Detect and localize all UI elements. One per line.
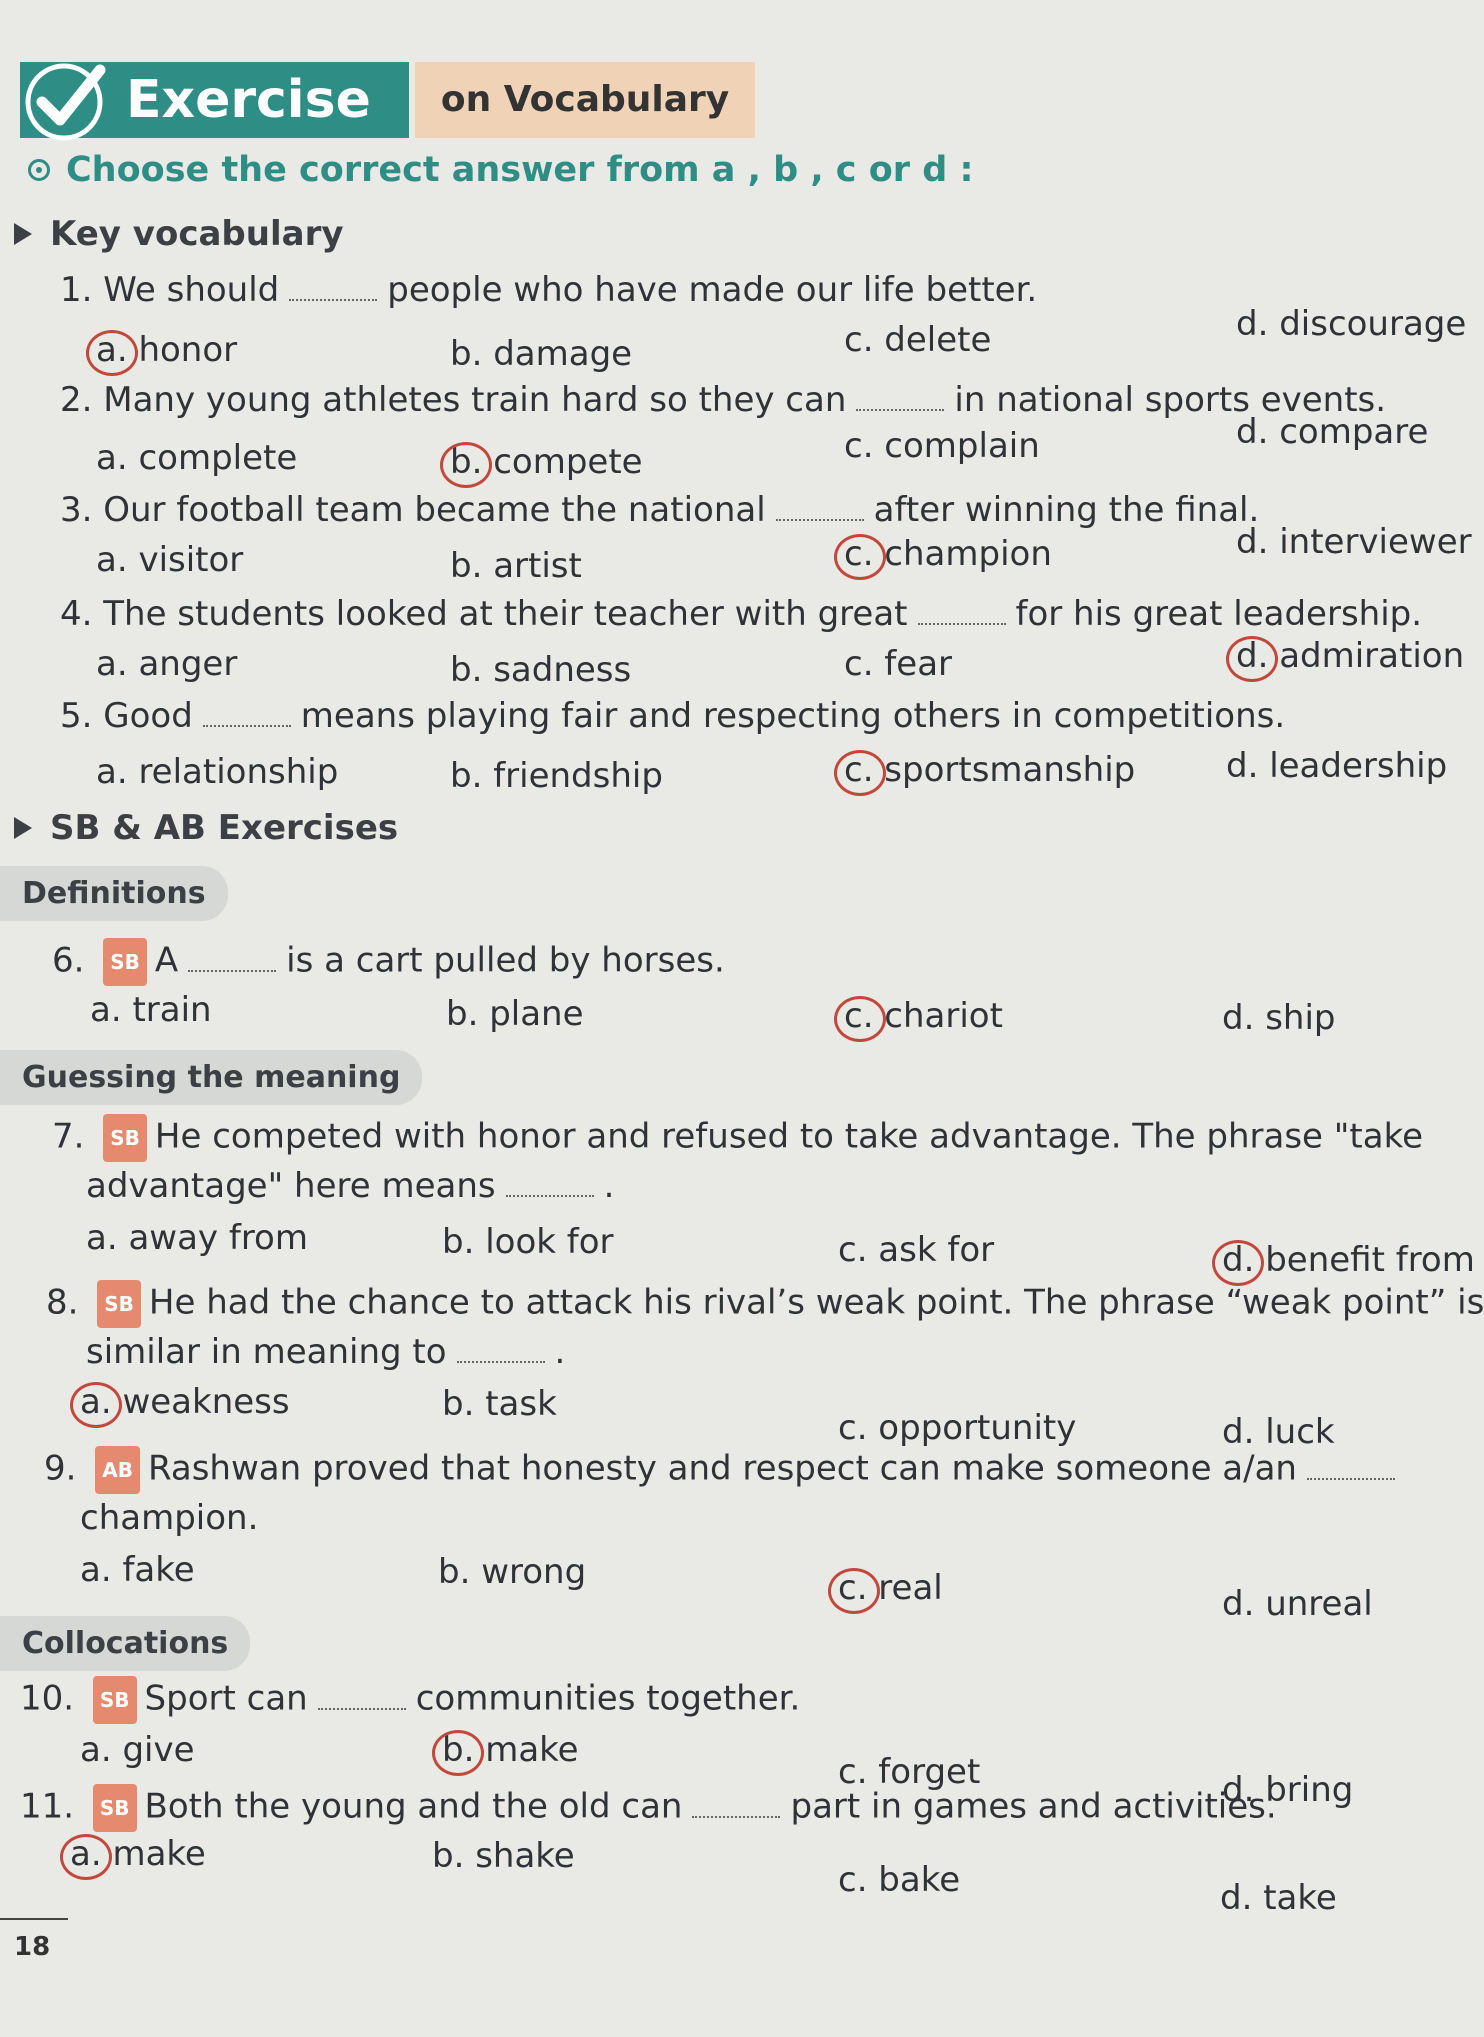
question-text: Sport can: [144, 1678, 308, 1719]
subsection-definitions: Definitions: [0, 866, 228, 921]
answer-option-c[interactable]: c. opportunity: [838, 1408, 1077, 1448]
question-text: .: [554, 1332, 566, 1372]
answer-option-c[interactable]: c. champion: [844, 534, 1052, 574]
answer-option-a[interactable]: a. fake: [80, 1550, 195, 1590]
question-number: 6.: [52, 940, 96, 981]
answer-option-d[interactable]: d. bring: [1222, 1770, 1354, 1810]
question-stem: [60, 694, 1285, 738]
answer-option-a[interactable]: a. anger: [96, 644, 238, 684]
answer-option-c[interactable]: c. real: [838, 1568, 943, 1608]
question-text: advantage" here means: [86, 1166, 496, 1206]
question-stem: [46, 1280, 1484, 1328]
answer-blank[interactable]: [188, 944, 276, 972]
answer-option-d[interactable]: d. luck: [1222, 1412, 1335, 1452]
answer-option-b[interactable]: b. shake: [432, 1836, 575, 1876]
answer-option-b[interactable]: b. wrong: [438, 1552, 587, 1592]
question-text: He had the chance to attack his rival’s weak point. The phrase “weak point” is: [148, 1282, 1484, 1323]
answer-blank[interactable]: [918, 597, 1006, 625]
answer-option-b[interactable]: b. task: [442, 1384, 557, 1424]
header-subtitle: on Vocabulary: [415, 62, 755, 138]
section-key-vocabulary: [14, 214, 344, 254]
source-tag: SB: [97, 1280, 141, 1328]
answer-option-c[interactable]: c. complain: [844, 426, 1040, 466]
question-text: Many young athletes train hard so they can: [103, 380, 847, 420]
question-text: A: [154, 940, 179, 981]
triangle-bullet-icon: [14, 817, 32, 839]
answer-blank[interactable]: [1307, 1452, 1395, 1480]
answer-option-d[interactable]: d. interviewer: [1236, 522, 1472, 562]
answer-option-a[interactable]: a. weakness: [80, 1382, 290, 1422]
source-tag: SB: [93, 1676, 137, 1724]
question-number: 11.: [20, 1786, 85, 1827]
answer-blank[interactable]: [289, 273, 377, 301]
answer-option-a[interactable]: a. train: [90, 990, 212, 1030]
question-stem-continued: [86, 1330, 565, 1374]
answer-option-a[interactable]: a. honor: [96, 330, 238, 370]
answer-option-c[interactable]: c. sportsmanship: [844, 750, 1136, 790]
question-text: He competed with honor and refused to take advantage. The phrase "take: [154, 1116, 1423, 1157]
answer-option-a[interactable]: a. make: [70, 1834, 206, 1874]
answer-blank[interactable]: [203, 699, 291, 727]
exercise-header: [20, 62, 755, 138]
question-stem: [44, 1446, 1405, 1494]
answer-option-a[interactable]: a. visitor: [96, 540, 244, 580]
answer-option-b[interactable]: b. plane: [446, 994, 584, 1034]
question-number: 5.: [60, 696, 104, 736]
answer-blank[interactable]: [506, 1169, 594, 1197]
answer-option-c[interactable]: c. ask for: [838, 1230, 995, 1270]
answer-option-a[interactable]: a. relationship: [96, 752, 339, 792]
source-tag: SB: [93, 1784, 137, 1832]
answer-option-a[interactable]: a. complete: [96, 438, 298, 478]
answer-option-b[interactable]: b. sadness: [450, 650, 632, 690]
answer-blank[interactable]: [318, 1682, 406, 1710]
answer-option-b[interactable]: b. compete: [450, 442, 643, 482]
answer-option-b[interactable]: b. damage: [450, 334, 633, 374]
instruction-text: Choose the correct answer from a , b , c or d :: [66, 150, 974, 190]
question-stem-continued: [80, 1496, 258, 1540]
section-sb-ab: [14, 808, 398, 848]
question-stem: [60, 378, 1386, 422]
subsection-guessing: Guessing the meaning: [0, 1050, 422, 1105]
target-icon: [28, 159, 50, 181]
question-number: 8.: [46, 1282, 90, 1323]
answer-option-b[interactable]: b. make: [442, 1730, 579, 1770]
check-icon: [20, 56, 112, 148]
question-stem: [52, 938, 725, 986]
question-text: means playing fair and respecting others in competitions.: [300, 696, 1286, 736]
answer-option-c[interactable]: c. bake: [838, 1860, 961, 1900]
question-text: Good: [103, 696, 193, 736]
answer-option-b[interactable]: b. friendship: [450, 756, 663, 796]
question-number: 2.: [60, 380, 104, 420]
answer-option-d[interactable]: d. unreal: [1222, 1584, 1373, 1624]
source-tag: SB: [103, 938, 147, 986]
answer-option-a[interactable]: a. give: [80, 1730, 195, 1770]
question-text: Our football team became the national: [103, 490, 766, 530]
header-title: Exercise: [126, 70, 371, 130]
answer-option-c[interactable]: c. chariot: [844, 996, 1003, 1036]
answer-option-d[interactable]: d. take: [1220, 1878, 1337, 1918]
answer-option-b[interactable]: b. look for: [442, 1222, 614, 1262]
answer-option-d[interactable]: d. admiration: [1236, 636, 1465, 676]
question-stem: [52, 1114, 1423, 1162]
question-text: part in games and activities.: [790, 1786, 1277, 1827]
question-text: people who have made our life better.: [387, 270, 1038, 310]
instruction: [28, 150, 973, 190]
question-text: similar in meaning to: [86, 1332, 447, 1372]
question-text: We should: [103, 270, 280, 310]
question-stem: [20, 1784, 1277, 1832]
question-stem: [20, 1676, 800, 1724]
question-text: after winning the final.: [873, 490, 1260, 530]
answer-option-a[interactable]: a. away from: [86, 1218, 308, 1258]
question-text: communities together.: [415, 1678, 801, 1719]
answer-blank[interactable]: [856, 383, 944, 411]
answer-blank[interactable]: [457, 1335, 545, 1363]
question-stem: [60, 268, 1037, 312]
question-text: The students looked at their teacher with great: [103, 594, 908, 634]
footer-rule: [0, 1918, 68, 1920]
question-text: is a cart pulled by horses.: [286, 940, 725, 981]
answer-option-c[interactable]: c. delete: [844, 320, 992, 360]
section-title: Key vocabulary: [50, 214, 344, 254]
question-text: .: [603, 1166, 615, 1206]
source-tag: AB: [95, 1446, 140, 1494]
question-number: 7.: [52, 1116, 96, 1157]
question-text: in national sports events.: [954, 380, 1387, 420]
answer-blank[interactable]: [776, 493, 864, 521]
subsection-collocations: Collocations: [0, 1616, 250, 1671]
question-number: 9.: [44, 1448, 88, 1489]
answer-option-c[interactable]: c. fear: [844, 644, 953, 684]
question-stem-continued: [86, 1164, 614, 1208]
question-text: for his great leadership.: [1015, 594, 1423, 634]
answer-option-d[interactable]: d. compare: [1236, 412, 1429, 452]
answer-option-b[interactable]: b. artist: [450, 546, 582, 586]
page-number: 18: [14, 1932, 51, 1962]
question-number: 4.: [60, 594, 104, 634]
source-tag: SB: [103, 1114, 147, 1162]
answer-option-c[interactable]: c. forget: [838, 1752, 981, 1792]
triangle-bullet-icon: [14, 223, 32, 245]
question-number: 10.: [20, 1678, 85, 1719]
question-text: Rashwan proved that honesty and respect can make someone a/an: [147, 1448, 1297, 1489]
question-number: 1.: [60, 270, 104, 310]
answer-option-d[interactable]: d. discourage: [1236, 304, 1467, 344]
answer-blank[interactable]: [692, 1790, 780, 1818]
question-stem: [60, 488, 1259, 532]
answer-option-d[interactable]: d. ship: [1222, 998, 1336, 1038]
question-stem: [60, 592, 1422, 636]
section-title: SB & AB Exercises: [50, 808, 399, 848]
answer-option-d[interactable]: d. benefit from: [1222, 1240, 1475, 1280]
header-title-box: [20, 62, 409, 138]
answer-option-d[interactable]: d. leadership: [1226, 746, 1448, 786]
question-number: 3.: [60, 490, 104, 530]
question-text: champion.: [80, 1498, 259, 1538]
question-text: Both the young and the old can: [144, 1786, 683, 1827]
